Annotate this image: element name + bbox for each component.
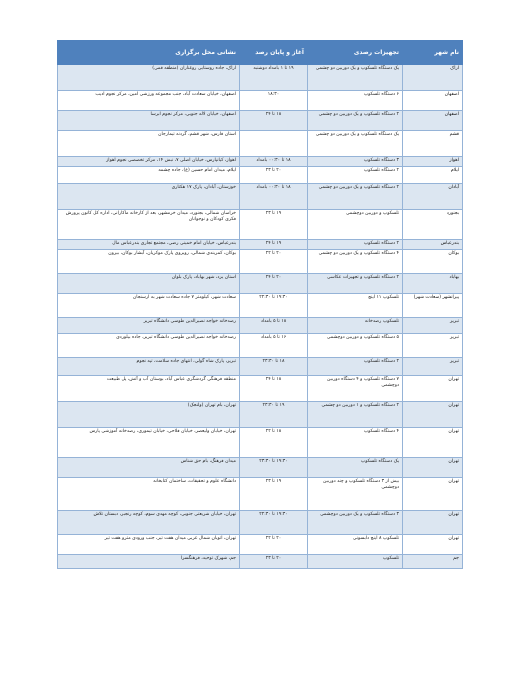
cell-time (240, 131, 308, 157)
cell-equipment: ۶ دستگاه تلسکوپ (308, 91, 403, 111)
cell-city: جم (403, 555, 463, 569)
table-row (58, 458, 463, 478)
cell-city: بندرعباس (403, 240, 463, 250)
table-row (58, 274, 463, 294)
table-row (58, 428, 463, 458)
cell-city: تبریز (403, 318, 463, 334)
cell-time: ۱۸ تا ۲۴ (240, 376, 308, 402)
table-row (58, 111, 463, 131)
cell-address: سعادت شهر، کیلومتر ۷ جاده سعادت شهر به ارسنجان (58, 294, 240, 318)
cell-time: ۲۰ تا ۲۴ (240, 274, 308, 294)
header-address: نشانی محل برگزاری (58, 41, 240, 65)
cell-city: تهران (403, 511, 463, 535)
cell-city: تهران (403, 376, 463, 402)
cell-equipment: تلسکوپ و دوربین دوچشمی (308, 210, 403, 240)
cell-time: ۱۹ تا ۲۳:۳۰ (240, 402, 308, 428)
cell-city: اصفهان (403, 91, 463, 111)
cell-time: ۱۸ تا ۰۰:۳۰ بامداد (240, 157, 308, 167)
table-row (58, 478, 463, 511)
cell-equipment: ۴ دستگاه تلسکوپ (308, 428, 403, 458)
cell-city: تهران (403, 402, 463, 428)
cell-address: منطقه فرهنگی گردشگری عباس آباد، بوستان آب و آتش، پل طبیعت (58, 376, 240, 402)
cell-address: خوزستان، آبادان، پارک ۱۷ هکتاری (58, 184, 240, 210)
header-time: آغاز و پایان رصد (240, 41, 308, 65)
cell-address: رصدخانه خواجه نصیرالدین طوسی دانشگاه تبریز، جاده بیلوردی (58, 334, 240, 358)
cell-equipment: ۳ دستگاه تلسکوپ (308, 157, 403, 167)
cell-equipment: ۲ دستگاه تلسکوپ و یک دوربین دو چشمی (308, 111, 403, 131)
table-body (58, 65, 463, 569)
cell-time: ۱۸ تا ۲۲ (240, 428, 308, 458)
cell-address: تهران، خیابان شریعتی جنوبی، کوچه مهدی سوم، کوچه رنجبر، دبستان تلاش (58, 511, 240, 535)
cell-time: ۱۹ تا ۲۳ (240, 478, 308, 511)
cell-equipment: ۳ دستگاه تلسکوپ و یک دوربین دوچشمی (308, 511, 403, 535)
cell-equipment: تلسکوپ رصدخانه (308, 318, 403, 334)
table-row (58, 402, 463, 428)
cell-time: ۱۸:۳۰ (240, 91, 308, 111)
cell-time: ۲۰ تا ۲۲ (240, 250, 308, 274)
table-row (58, 210, 463, 240)
cell-equipment: ۲ دستگاه تلسکوپ (308, 240, 403, 250)
cell-address: بوکان، کمربندی شمالی، روبروی پارک موکریان، آبشار بوکان، بیرون (58, 250, 240, 274)
cell-time: ۲۰ تا ۲۲ (240, 535, 308, 555)
table-row (58, 131, 463, 157)
cell-city: تهران (403, 428, 463, 458)
table-row (58, 334, 463, 358)
cell-address: اصفهان، خیابان لاله جنوبی، مرکز نجوم ابرسا (58, 111, 240, 131)
cell-equipment: بیش از ۳ دستگاه تلسکوپ و چند دوربین دوچشمی (308, 478, 403, 511)
cell-equipment: ۵ دستگاه تلسکوپ و دوربین دوچشمی (308, 334, 403, 358)
cell-city: اصفهان (403, 111, 463, 131)
cell-equipment: ۲ دستگاه تلسکوپ و تجهیزات عکاسی (308, 274, 403, 294)
cell-time: ۲۰ تا ۲۳ (240, 555, 308, 569)
cell-time: ۱۹ تا ۲۴ (240, 240, 308, 250)
cell-city: آبادان (403, 184, 463, 210)
cell-time: ۱۹ تا ۲۳ (240, 210, 308, 240)
cell-equipment: تلسکوپ (308, 555, 403, 569)
cell-city: بهاباد (403, 274, 463, 294)
table-row (58, 358, 463, 376)
cell-address: تهران، بام تهران (ولنجک) (58, 402, 240, 428)
cell-city: تبریز (403, 334, 463, 358)
table-row (58, 184, 463, 210)
cell-city: اراک (403, 65, 463, 91)
table-row (58, 157, 463, 167)
cell-city: تهران (403, 478, 463, 511)
table-row (58, 511, 463, 535)
table-row (58, 555, 463, 569)
table-row (58, 294, 463, 318)
cell-time: ۱۸ تا ۰۰:۳۰ بامداد (240, 184, 308, 210)
cell-address: جم، شهرک توحید، فرهنگسرا (58, 555, 240, 569)
cell-equipment: ۴ دستگاه تلسکوپ و یک دوربین دو چشمی (308, 250, 403, 274)
table-row (58, 535, 463, 555)
cell-address: اراک، جاده روستایی روغناران (منطقه قمی) (58, 65, 240, 91)
cell-time: ۱۸ تا ۲۳:۳۰ (240, 358, 308, 376)
table-row (58, 167, 463, 184)
table-row (58, 376, 463, 402)
cell-address: اصفهان، خیابان سعادت آباد، جنب مجموعه ورزشی امین، مرکز نجوم ادیب (58, 91, 240, 111)
cell-equipment: ۲ دستگاه تلسکوپ (308, 167, 403, 184)
cell-time: ۱۸ تا ۵ بامداد (240, 318, 308, 334)
cell-time: ۲۰ تا ۲۳ (240, 167, 308, 184)
cell-address: تهران، خیابان ولیعصر، خیابان فلاحی، خیابان تیموری، رصدخانه آموزشی پارس (58, 428, 240, 458)
cell-time: ۱۹:۳۰ تا ۲۲:۳۰ (240, 294, 308, 318)
cell-city: ایلام (403, 167, 463, 184)
table-row (58, 240, 463, 250)
cell-city: بجنورد (403, 210, 463, 240)
table-row (58, 65, 463, 91)
table-row (58, 250, 463, 274)
cell-address: استان یزد، شهر بهاباد، پارک بلوان (58, 274, 240, 294)
document-page (57, 40, 462, 569)
cell-time: ۱۹:۳۰ تا ۲۲:۳۰ (240, 511, 308, 535)
cell-equipment: ۷ دستگاه تلسکوپ و ۴ دستگاه دوربین دوچشمی (308, 376, 403, 402)
cell-city: تبریز (403, 358, 463, 376)
table-row (58, 91, 463, 111)
cell-equipment: ۲ دستگاه تلسکوپ (308, 358, 403, 376)
cell-equipment: تلسکوپ ۸ اینچ دابسونی (308, 535, 403, 555)
cell-equipment: ۲ دستگاه تلسکوپ و یک دوربین دو چشمی (308, 184, 403, 210)
cell-address: رصدخانه خواجه نصیرالدین طوسی دانشگاه تبریز (58, 318, 240, 334)
cell-equipment: تلسکوپ ۱۱ اینچ (308, 294, 403, 318)
cell-address: ایلام، میدان امام حسین (ع)، جاده چشمه (58, 167, 240, 184)
cell-time: ۱۸ تا ۲۴ (240, 111, 308, 131)
events-table (57, 40, 463, 569)
header-equipment: تجهیزات رصدی (308, 41, 403, 65)
table-row (58, 318, 463, 334)
cell-city: بوکان (403, 250, 463, 274)
cell-time: ۱۶ تا ۵ بامداد (240, 334, 308, 358)
cell-city: تهران (403, 535, 463, 555)
cell-equipment: یک دستگاه تلسکوپ و یک دوربین دو چشمی (308, 65, 403, 91)
cell-address: دانشگاه علوم و تحقیقات، ساختمان کتابخانه (58, 478, 240, 511)
header-city: نام شهر (403, 41, 463, 65)
cell-address: تهران، اتوبان شمال غربی میدان هفت تیر، جنب ورودی مترو هفت تیر (58, 535, 240, 555)
cell-city: قشم (403, 131, 463, 157)
cell-city: اهواز (403, 157, 463, 167)
cell-city: تهران (403, 458, 463, 478)
cell-address: اهواز، کیانپارس، خیابان اصلی ۷، نبش ۱۴، مرکز تخصصی نجوم اهواز (58, 157, 240, 167)
cell-city: پیرانشهر (سعادت شهر) (403, 294, 463, 318)
cell-equipment: ۲ دستگاه تلسکوپ و ۱ دوربین دو چشمی (308, 402, 403, 428)
cell-equipment: یک دستگاه تلسکوپ (308, 458, 403, 478)
cell-address: تبریز، پارک شاه گولی، انتهای جاده سلامت، تپه نجوم (58, 358, 240, 376)
table-header-row (58, 41, 463, 65)
cell-time: ۱۹ تا ۱ بامداد دوشنبه (240, 65, 308, 91)
cell-address: خراسان شمالی، بجنورد، میدان خرمشهر، بعد از کارخانه ماکارانی، اداره کل کانون پرورش فکری کودکان و نوجوانان (58, 210, 240, 240)
cell-address: میدان فرهنگ، بام حق شناس (58, 458, 240, 478)
cell-time: ۱۹:۳۰ تا ۲۳:۳۰ (240, 458, 308, 478)
cell-address: بندرعباس، خیابان امام خمینی رضی، مجتمع تجاری بندرعباس مال (58, 240, 240, 250)
cell-address: استان فارس، شهر قشم، گردنه تیمارجان (58, 131, 240, 157)
cell-equipment: یک دستگاه تلسکوپ و یک دوربین دو چشمی (308, 131, 403, 157)
